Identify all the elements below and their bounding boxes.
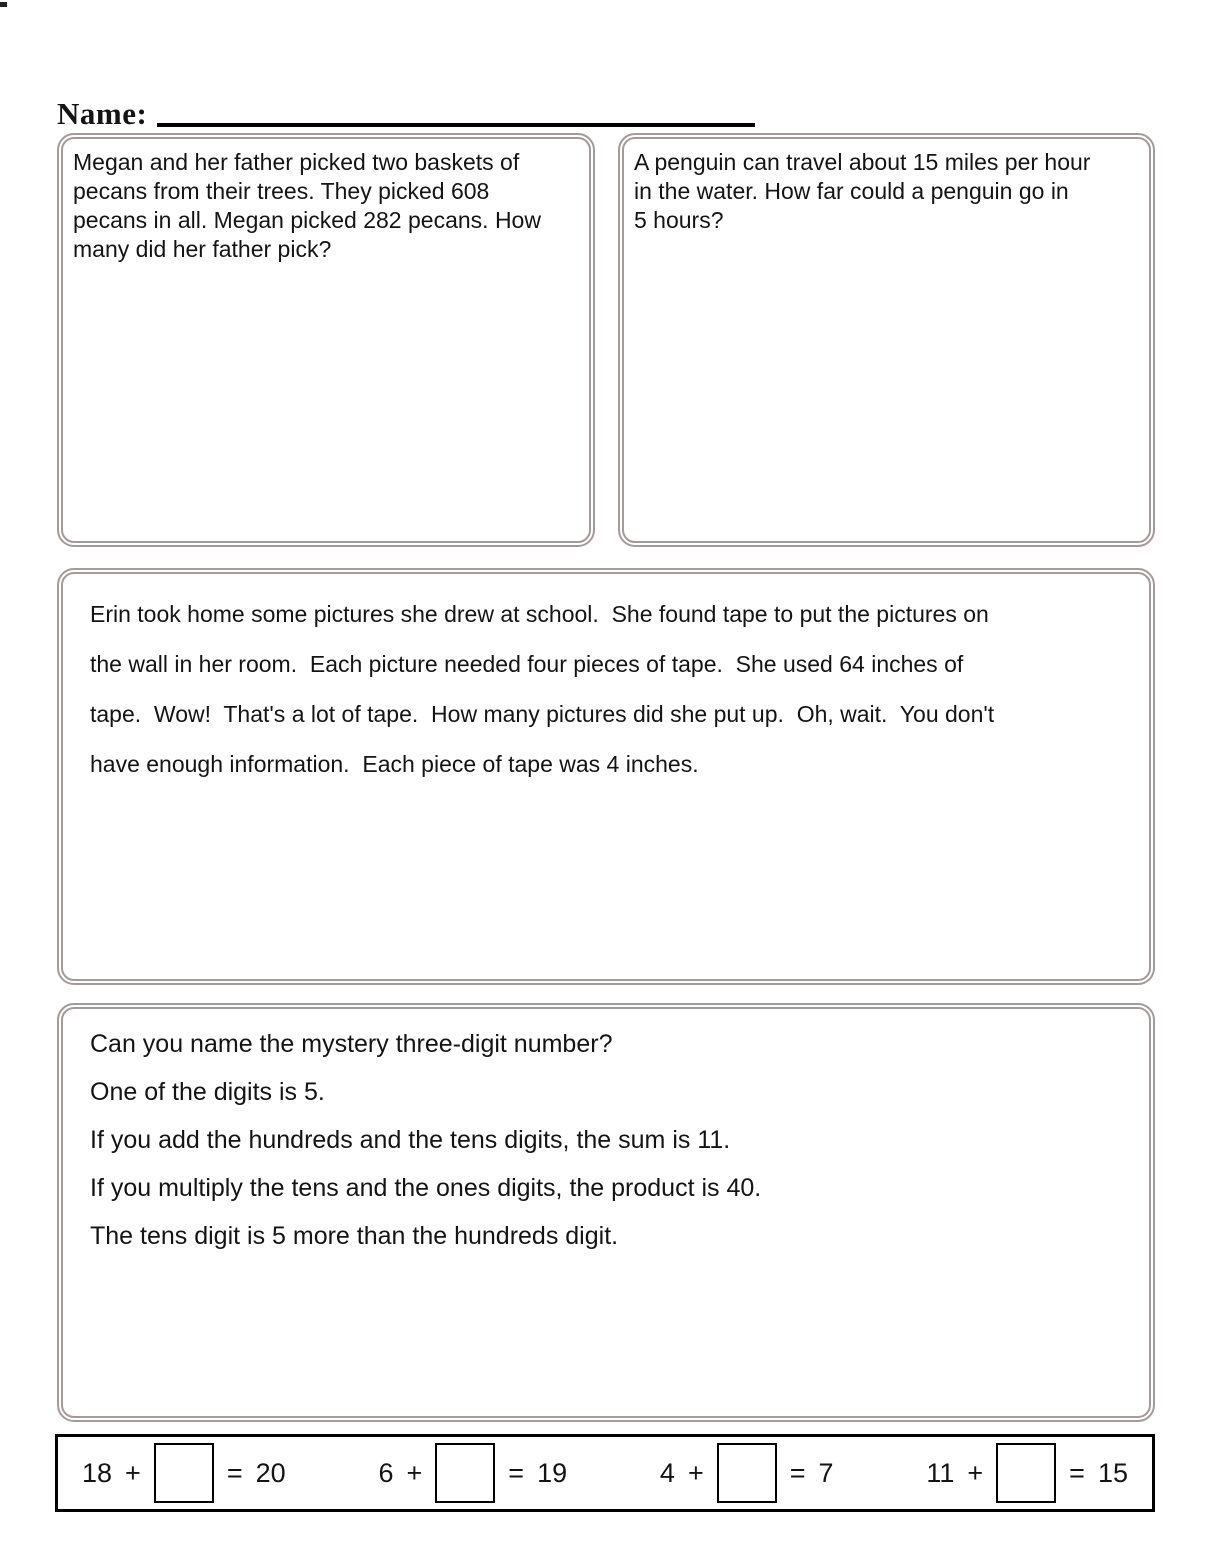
equation-1	[82, 1443, 286, 1503]
equation-result: 19	[537, 1457, 568, 1488]
equation-addend: 11	[926, 1457, 955, 1488]
equation-result: 7	[818, 1457, 834, 1488]
problem-text-line: many did her father pick?	[73, 236, 332, 262]
plus-sign: +	[406, 1457, 423, 1488]
equation-2	[378, 1443, 567, 1503]
problem-text-line: If you multiply the tens and the ones digits, the product is 40.	[90, 1174, 762, 1202]
problem-text-line: One of the digits is 5.	[90, 1078, 325, 1106]
name-label: Name:	[57, 96, 148, 131]
equation-3	[660, 1443, 834, 1503]
problem-box-mystery-number	[57, 1003, 1155, 1422]
equation-4	[926, 1443, 1128, 1503]
problem-text-line: in the water. How far could a penguin go in	[634, 178, 1069, 204]
problem-text-line: tape. Wow! That's a lot of tape. How many pictures did she put up. Oh, wait. You don't	[90, 701, 995, 727]
answer-box[interactable]	[435, 1443, 495, 1503]
plus-sign: +	[687, 1457, 704, 1488]
problem-text-line: have enough information. Each piece of tape was 4 inches.	[90, 751, 699, 777]
equation-addend: 6	[378, 1457, 394, 1488]
answer-box[interactable]	[717, 1443, 777, 1503]
problem-text-line: A penguin can travel about 15 miles per hour	[634, 149, 1091, 175]
equation-strip	[55, 1434, 1155, 1512]
problem-text-line: Erin took home some pictures she drew at school. She found tape to put the pictures on	[90, 601, 989, 627]
answer-box[interactable]	[996, 1443, 1056, 1503]
equation-result: 20	[255, 1457, 286, 1488]
equation-addend: 18	[82, 1457, 113, 1488]
equals-sign: =	[1069, 1457, 1085, 1488]
problem-text-line: pecans in all. Megan picked 282 pecans. How	[73, 207, 541, 233]
equals-sign: =	[789, 1457, 806, 1488]
equals-sign: =	[508, 1457, 525, 1488]
problem-text-line: Can you name the mystery three-digit number?	[90, 1030, 613, 1058]
problem-box-penguin	[618, 133, 1155, 547]
plus-sign: +	[125, 1457, 141, 1488]
problem-text-line: pecans from their trees. They picked 608	[73, 178, 490, 204]
problem-text-line: If you add the hundreds and the tens digits, the sum is 11.	[90, 1126, 731, 1154]
problem-text-line: The tens digit is 5 more than the hundreds digit.	[90, 1222, 619, 1250]
problem-box-tape	[57, 568, 1155, 985]
answer-box[interactable]	[154, 1443, 214, 1503]
equation-addend: 4	[659, 1457, 675, 1488]
equation-result: 15	[1097, 1457, 1128, 1488]
problem-text-line: 5 hours?	[634, 207, 724, 233]
name-fill-in-line[interactable]	[157, 123, 755, 127]
name-header	[57, 98, 757, 130]
problem-text-line: the wall in her room. Each picture needed four pieces of tape. She used 64 inches of	[90, 651, 964, 677]
scan-artifact	[0, 2, 7, 7]
problem-box-pecans	[57, 133, 595, 547]
plus-sign: +	[967, 1457, 984, 1488]
problem-text-line: Megan and her father picked two baskets of	[73, 149, 520, 175]
equals-sign: =	[226, 1457, 243, 1488]
